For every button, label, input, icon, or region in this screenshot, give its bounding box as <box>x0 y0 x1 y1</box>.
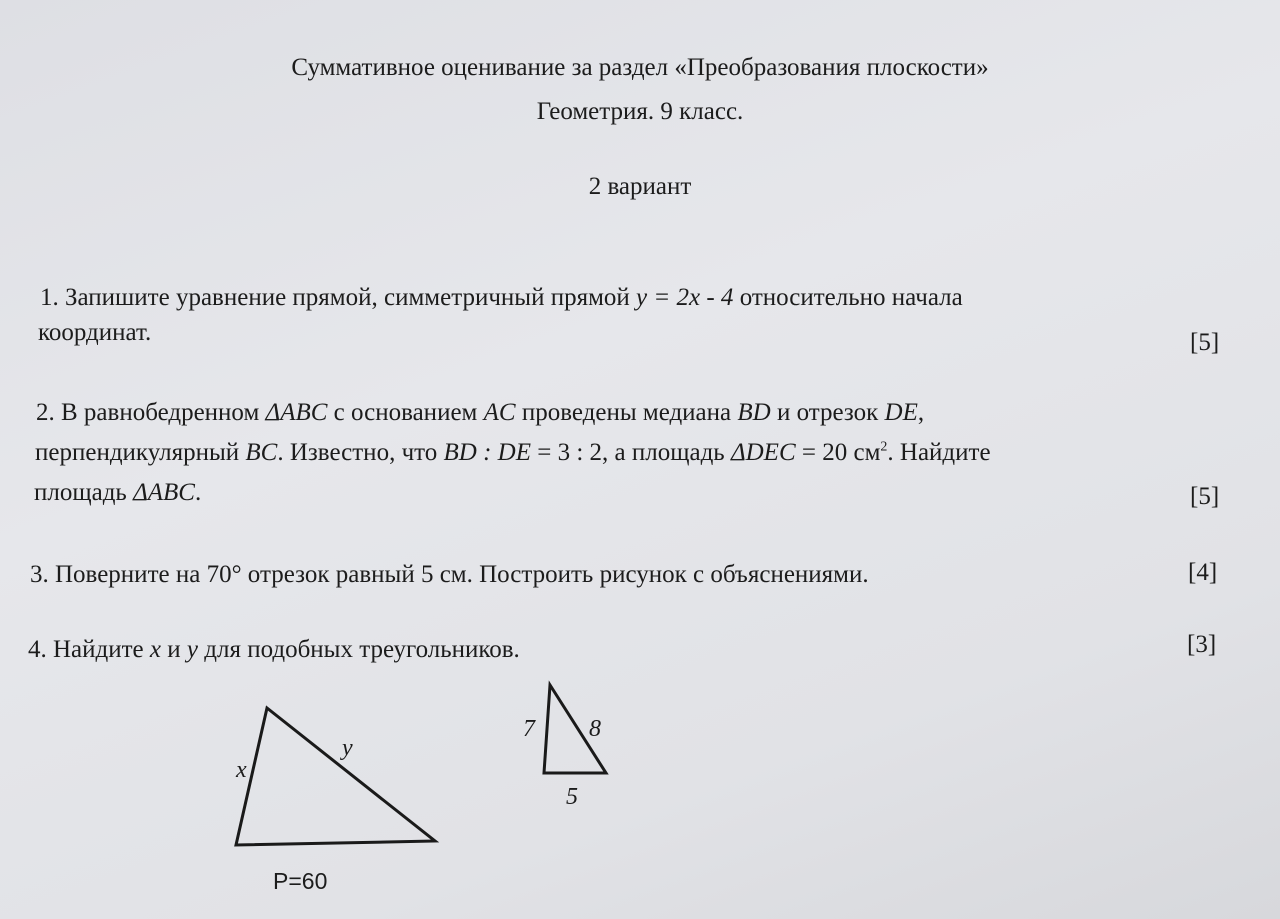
task2-score: [5] <box>1190 483 1220 510</box>
task2-triangle-abc: ΔABC <box>133 479 195 506</box>
task2-median-bd: BD <box>737 399 771 426</box>
task2-text: с основанием <box>327 399 484 426</box>
task2-base-ac: AC <box>483 399 516 426</box>
task2-exponent: 2 <box>880 439 888 455</box>
page-title: Суммативное оценивание за раздел «Преобразования плоскости» <box>291 54 989 81</box>
task1-suffix: относительно начала <box>733 284 963 311</box>
task4-text: и <box>161 636 187 663</box>
large-triangle-perimeter: P=60 <box>273 868 328 894</box>
task2-text: = 3 : 2, а площадь <box>530 439 731 466</box>
task2-side-bc: BC <box>245 439 278 466</box>
page-subtitle: Геометрия. 9 класс. <box>536 98 744 125</box>
task2-text: 2. В равнобедренном <box>36 399 266 426</box>
large-triangle <box>236 708 435 845</box>
task2-text: . Найдите <box>887 439 991 466</box>
small-triangle-label-right: 8 <box>589 716 601 742</box>
task4-var-y: y <box>186 636 199 663</box>
large-triangle-label-y: y <box>342 735 353 761</box>
small-triangle-label-bottom: 5 <box>566 784 578 810</box>
task2-text: , <box>917 399 925 426</box>
task2-text: = 20 см <box>795 439 881 466</box>
task2-text: и отрезок <box>770 399 885 426</box>
task2-ratio: BD : DE <box>443 439 531 466</box>
task2-text: . Известно, что <box>277 439 444 466</box>
task4-score: [3] <box>1187 631 1217 658</box>
task1-prefix: 1. Запишите уравнение прямой, симметричный прямой <box>40 284 637 311</box>
task3-text: 3. Поверните на 70° отрезок равный 5 см. Построить рисунок с объяснениями. <box>30 561 869 588</box>
task2-text: . <box>194 479 202 506</box>
task2-triangle-dec: ΔDEC <box>730 439 796 466</box>
task1-score: [5] <box>1190 329 1220 356</box>
small-triangle-label-left: 7 <box>523 716 535 742</box>
task2-text: перпендикулярный <box>35 439 246 466</box>
large-triangle-label-x: x <box>236 757 247 783</box>
task1-line2: координат. <box>38 319 152 346</box>
task2-triangle-abc: ΔABC <box>265 399 328 426</box>
task4-text: 4. Найдите <box>28 636 150 663</box>
task2-text: площадь <box>34 479 134 506</box>
task4-var-x: x <box>149 636 162 663</box>
task3-score: [4] <box>1188 559 1218 586</box>
task1-equation: y = 2x - 4 <box>636 284 734 311</box>
task2-segment-de: DE <box>884 399 918 426</box>
task2-text: проведены медиана <box>515 399 738 426</box>
variant-label: 2 вариант <box>588 173 692 200</box>
task4-text: для подобных треугольников. <box>198 636 520 663</box>
